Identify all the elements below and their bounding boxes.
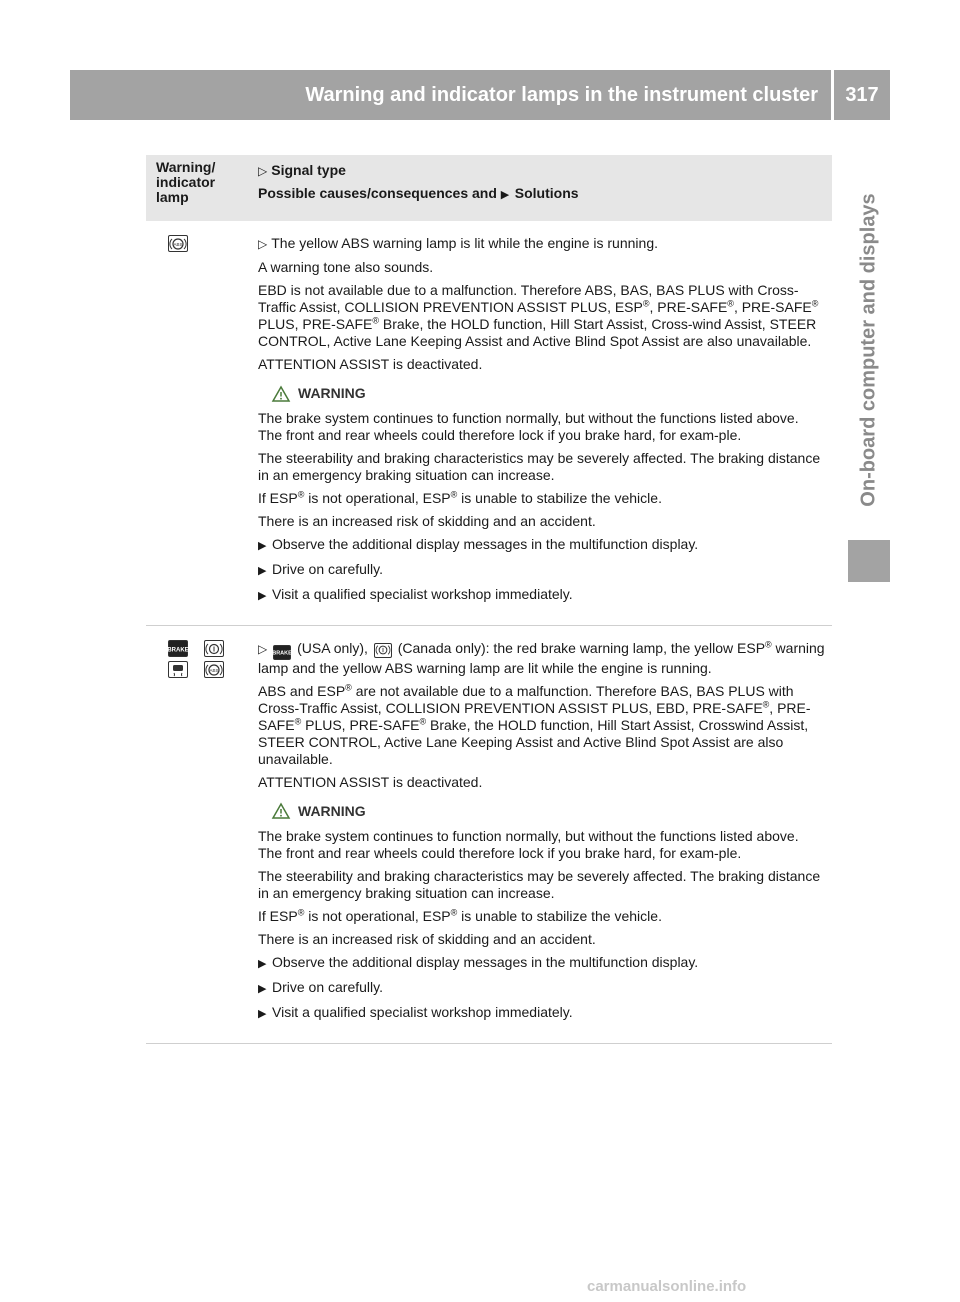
text-run: ESP [737, 640, 766, 656]
text-run: PRE-SAFE [692, 699, 763, 716]
page-title: Warning and indicator lamps in the instrument cluster [305, 84, 818, 106]
step-arrow-icon: ▶ [258, 1007, 267, 1020]
esp-lamp-icon [168, 661, 188, 678]
abs-text [258, 683, 826, 768]
step-arrow-icon: ▶ [500, 189, 510, 201]
step-item [258, 536, 826, 555]
watermark: carmanualsonline.info [587, 1278, 747, 1295]
step-arrow-icon: ▶ [258, 982, 267, 995]
step-arrow-icon: ▶ [258, 957, 267, 970]
description-cell [246, 221, 832, 625]
registered-mark: ® [765, 639, 772, 650]
registered-mark: ® [419, 715, 427, 726]
step-text: Observe the additional display messages in the multifunction display. [272, 536, 699, 552]
warning-label: WARNING [298, 802, 366, 819]
table-row [146, 221, 832, 626]
section-side-tab [848, 140, 890, 560]
step-item [258, 561, 826, 580]
section-marker [848, 540, 890, 582]
signal-triangle-icon: ▷ [258, 164, 268, 178]
step-item [258, 586, 826, 605]
text-run: ABS and ESP [258, 682, 346, 699]
registered-mark: ® [297, 489, 305, 500]
registered-mark: ® [450, 489, 458, 500]
registered-mark: ® [297, 906, 305, 917]
text-run: (USA only), [297, 640, 368, 656]
step-text: Observe the additional display messages in the multifunction display. [272, 953, 699, 970]
brake-circle-inline-icon [374, 643, 392, 658]
text-run: EBD is not available due to a malfunction. Therefore ABS, BAS, BAS PLUS with Cross-Traffic Assist, COLLISION PREVENTION ASSIST PLUS, ESP [258, 282, 799, 315]
risk-text: There is an increased risk of skidding and an accident. [258, 930, 596, 947]
registered-mark: ® [345, 681, 352, 692]
registered-mark: ® [811, 298, 819, 309]
step-arrow-icon: ▶ [258, 590, 267, 602]
step-item [258, 979, 826, 998]
warning-text: The brake system continues to function normally, but without the functions listed above. The front and rear wheels could therefore lock if you brake hard, for exam-ple. [258, 410, 799, 443]
signal-triangle-icon: ▷ [258, 642, 268, 656]
attention-text: ATTENTION ASSIST is deactivated. [258, 773, 483, 790]
text-run: PLUS, PRE-SAFE [258, 316, 373, 332]
text-run: If ESP [258, 490, 298, 506]
text-run: Brake, the HOLD function, Hill Start Assist, Cross-wind Assist, STEER CONTROL, Active Lane Keeping Assist and Active Blind Spot Assist are also unavailable. [258, 316, 817, 349]
abs-lamp-icon [204, 661, 224, 678]
brake-inline-icon [273, 645, 291, 660]
header-lamp-line: Warning/ [156, 159, 216, 175]
step-text: Visit a qualified specialist workshop immediately. [272, 1003, 573, 1020]
text-run: are not available due to a malfunction. Therefore BAS, BAS PLUS with Cross-Traffic Assist, COLLISION PREVENTION ASSIST PLUS, EBD, [258, 682, 794, 716]
brake-icon-text: BRAKE [167, 647, 189, 653]
warning-text: The brake system continues to function normally, but without the functions listed above. The front and rear wheels could therefore lock if you brake hard, for exam-ple. [258, 827, 799, 861]
text-run: is unable to stabilize the vehicle. [457, 490, 662, 506]
step-item [258, 954, 826, 973]
step-arrow-icon: ▶ [258, 540, 267, 552]
text-run: , [733, 299, 738, 315]
header-solutions-label: Solutions [514, 185, 579, 201]
svg-text:ABS: ABS [173, 241, 183, 247]
lamp-icon-group [168, 640, 246, 678]
svg-text:ABS: ABS [209, 667, 219, 673]
header-causes [258, 185, 824, 201]
text-run: , PRE-SAFE [649, 299, 728, 315]
registered-mark: ® [372, 315, 380, 326]
table-header [146, 155, 832, 221]
registered-mark: ® [727, 298, 734, 309]
warning-text: The steerability and braking characteristics may be severely affected. The braking distance in an emergency braking situation can increase. [258, 450, 821, 483]
text-run: PRE-SAFE [741, 299, 812, 315]
risk-text: There is an increased risk of skidding and an accident. [258, 513, 596, 529]
brake-circle-lamp-icon [204, 640, 224, 657]
step-text: Drive on carefully. [272, 978, 384, 995]
warning-heading [272, 385, 826, 402]
header-description-column [246, 155, 832, 221]
warning-triangle-icon [272, 803, 290, 819]
header-lamp-line: indicator [156, 174, 216, 190]
text-run: warning lamp and the yellow ABS warning lamp are lit while the engine is running. [258, 640, 825, 676]
warning-heading [272, 803, 826, 820]
page-number: 317 [845, 84, 879, 106]
header-signal-type [258, 162, 824, 178]
warning-text: The steerability and braking characteristics may be severely affected. The braking distance in an emergency braking situation can increase. [258, 867, 821, 901]
signal-line [258, 640, 826, 677]
text-run: is not operational, ESP [304, 907, 451, 924]
registered-mark: ® [762, 698, 770, 709]
tone-text: A warning tone also sounds. [258, 259, 434, 275]
text-run: If ESP [258, 907, 298, 924]
text-run: is not operational, ESP [304, 490, 451, 506]
esp-text [258, 490, 826, 507]
brake-lamp-icon [168, 640, 188, 657]
text-run: , PRE-SAFE [258, 699, 811, 733]
header-causes-label: Possible causes/consequences and [258, 185, 497, 201]
ebd-text [258, 282, 826, 350]
lamp-cell [146, 626, 246, 1043]
registered-mark: ® [642, 298, 650, 309]
lamp-cell [146, 221, 246, 625]
step-arrow-icon: ▶ [258, 565, 267, 577]
esp-text [258, 908, 826, 925]
attention-text: ATTENTION ASSIST is deactivated. [258, 356, 483, 372]
step-text: Drive on carefully. [272, 561, 384, 577]
text-run: Brake, the HOLD function, Hill Start Assist, Crosswind Assist, STEER CONTROL, Active Lane Keeping Assist and Active Blind Spot Assist are also unavailable. [258, 716, 809, 767]
signal-line [258, 235, 826, 253]
text-run: PLUS, PRE-SAFE [301, 716, 420, 733]
warning-triangle-icon [272, 386, 290, 402]
warning-lamps-table [146, 155, 832, 1044]
registered-mark: ® [294, 715, 302, 726]
signal-text: The yellow ABS warning lamp is lit while the engine is running. [271, 235, 658, 251]
description-cell [246, 626, 832, 1043]
step-text: Visit a qualified specialist workshop immediately. [272, 586, 573, 602]
brake-icon-text: BRAKE [272, 650, 293, 657]
abs-lamp-icon [168, 235, 188, 252]
table-row [146, 626, 832, 1044]
text-run: (Canada only): the red brake warning lamp, the yellow [397, 640, 734, 656]
section-side-tab-label: On-board computer and displays [857, 193, 880, 507]
signal-triangle-icon: ▷ [258, 237, 268, 251]
header-lamp-column [146, 155, 246, 221]
step-item [258, 1004, 826, 1023]
header-signal-label: Signal type [271, 162, 346, 178]
registered-mark: ® [450, 906, 458, 917]
warning-label: WARNING [298, 385, 366, 401]
page-header [70, 70, 890, 120]
text-run: is unable to stabilize the vehicle. [457, 907, 662, 924]
header-lamp-line: lamp [156, 189, 189, 205]
